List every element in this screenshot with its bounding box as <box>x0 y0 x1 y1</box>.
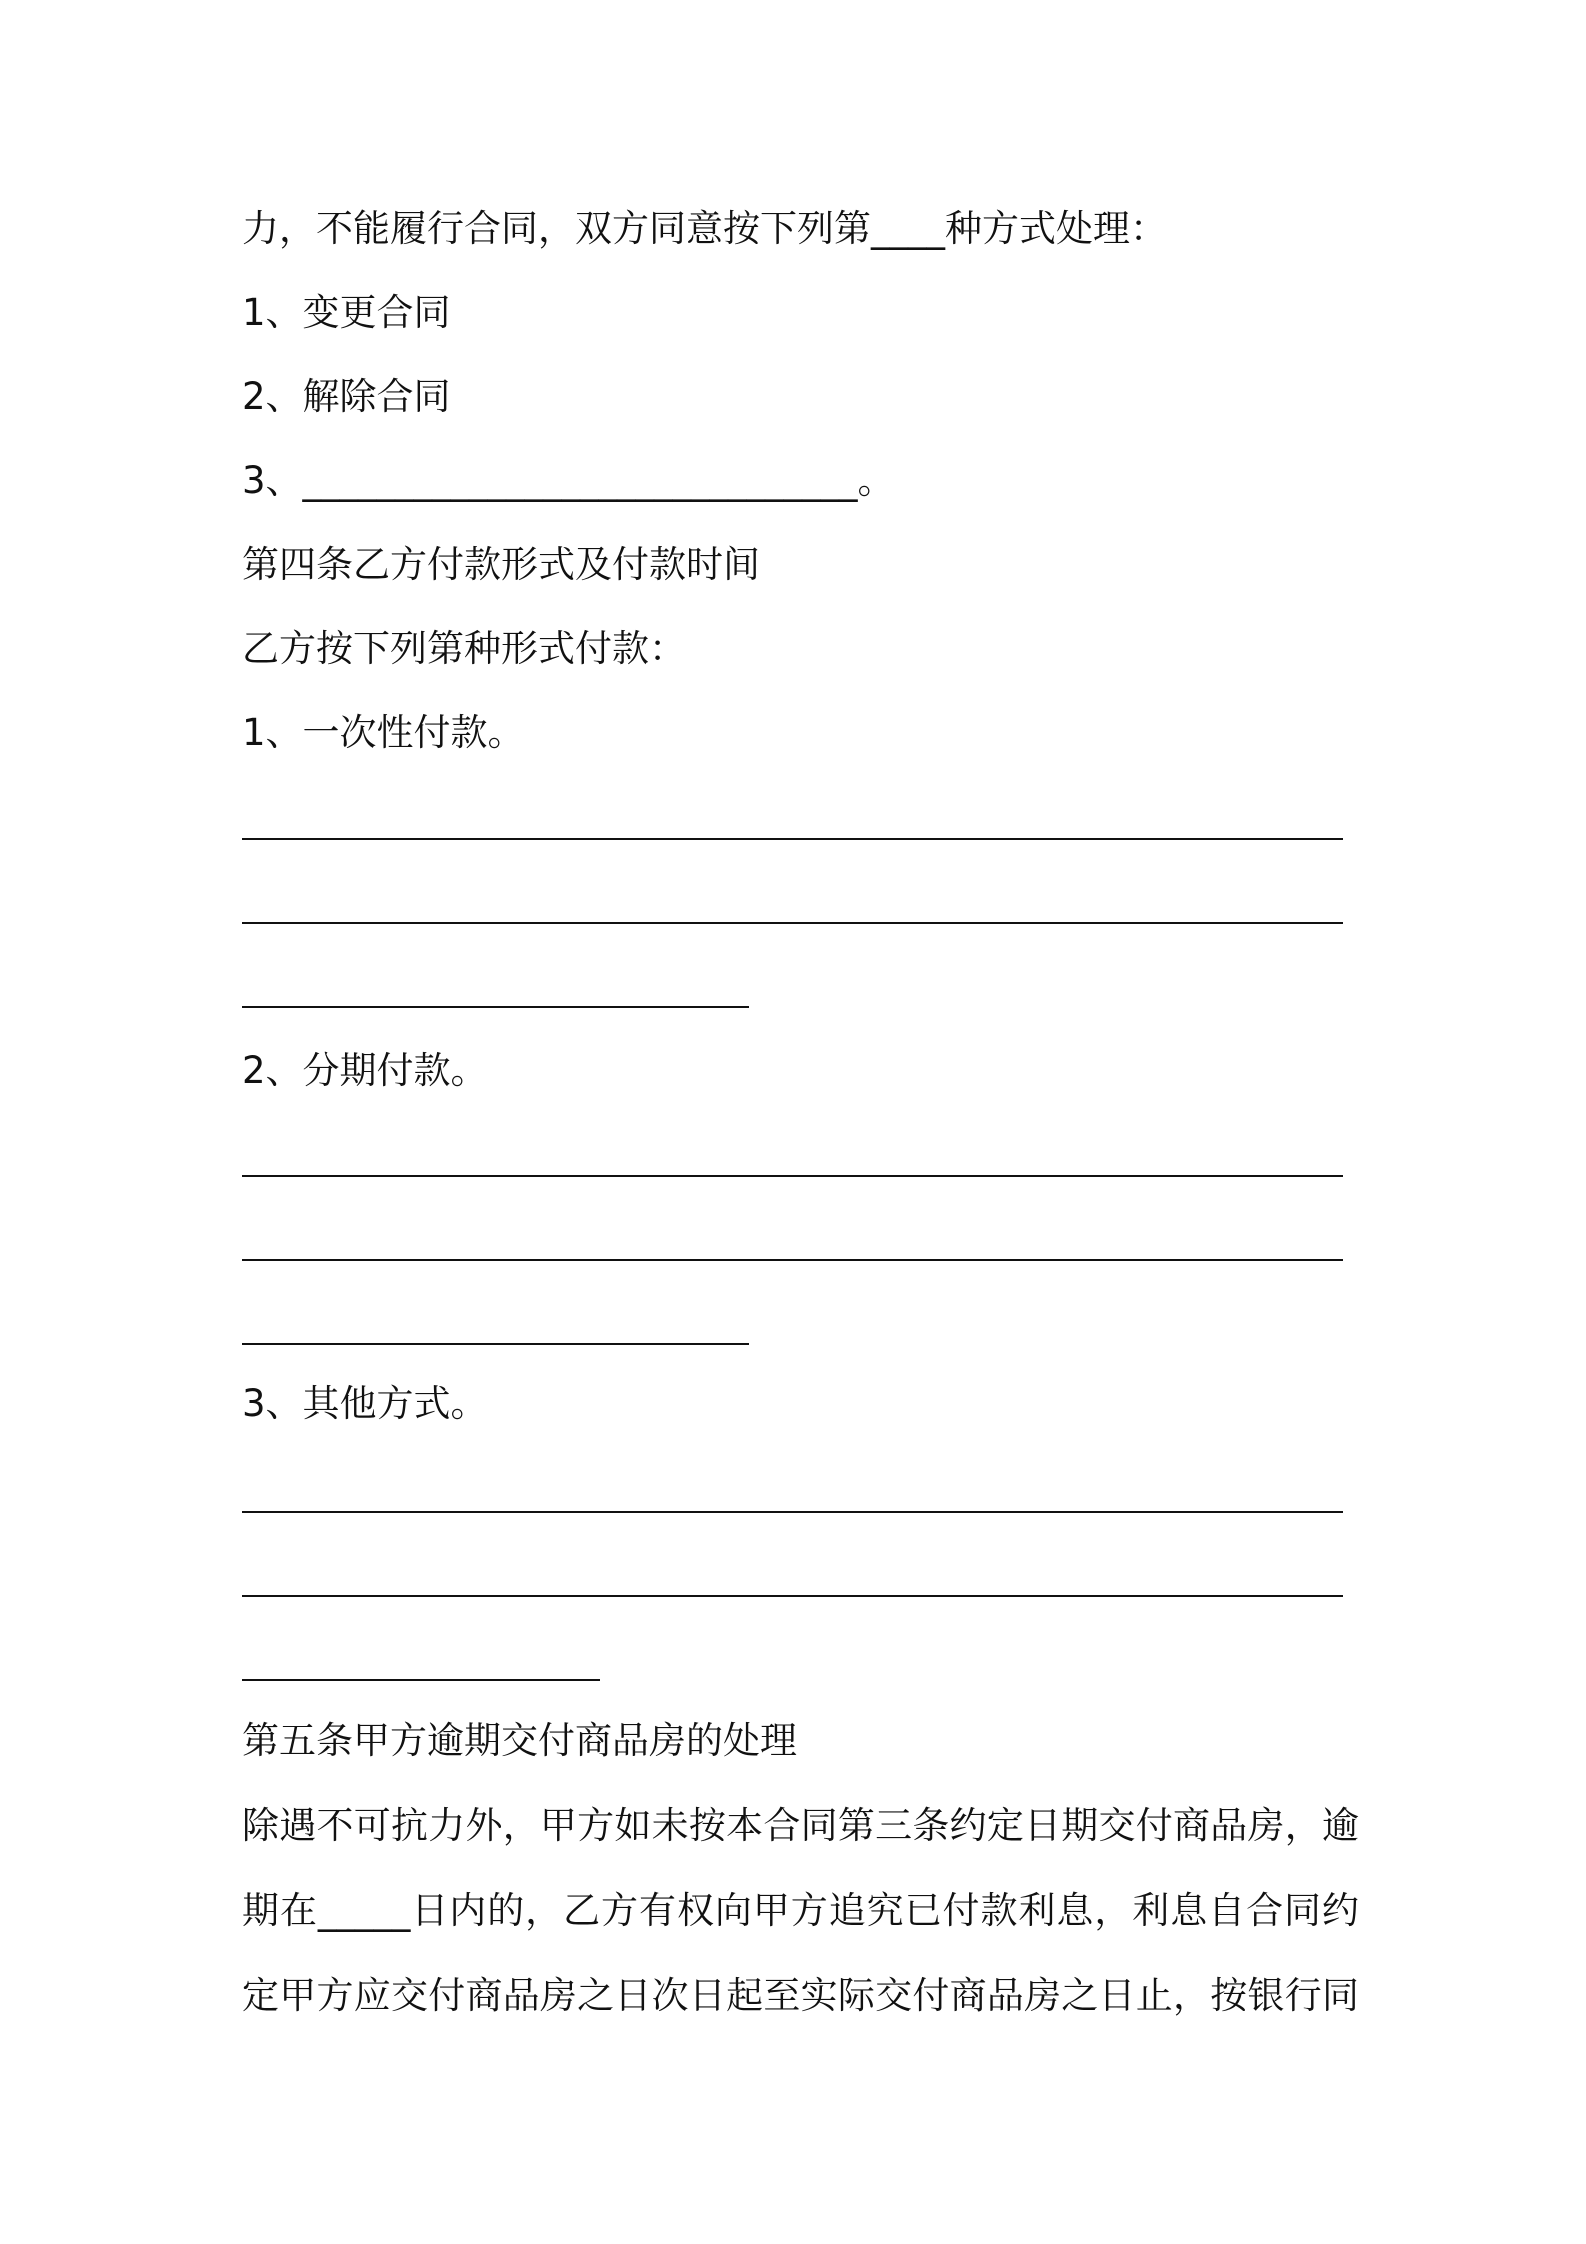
paragraph-line: 定甲方应交付商品房之日次日起至实际交付商品房之日止，按银行同 <box>242 1974 1359 2017</box>
paragraph-line: 期在_____日内的，乙方有权向甲方追究已付款利息，利息自合同约 <box>242 1889 1359 1932</box>
article-five-heading: 第五条甲方逾期交付商品房的处理 <box>242 1719 797 1762</box>
payment-installments: 2、分期付款。 <box>242 1049 488 1092</box>
article-four-heading: 第四条乙方付款形式及付款时间 <box>242 543 760 586</box>
text-line-force-majeure: 力，不能履行合同，双方同意按下列第____种方式处理： <box>242 207 1167 250</box>
payment-lump-sum: 1、一次性付款。 <box>242 711 525 754</box>
blank-line <box>242 1259 1343 1261</box>
paragraph-line: 除遇不可抗力外，甲方如未按本合同第三条约定日期交付商品房，逾 <box>242 1804 1359 1847</box>
blank-line <box>242 1006 749 1008</box>
blank-line <box>242 1175 1343 1177</box>
blank-line <box>242 1343 749 1345</box>
payment-intro: 乙方按下列第种形式付款： <box>242 627 686 670</box>
payment-other: 3、其他方式。 <box>242 1382 488 1425</box>
blank-line <box>242 1595 1343 1597</box>
blank-line <box>242 1511 1343 1513</box>
option-change-contract: 1、变更合同 <box>242 291 451 334</box>
blank-line <box>242 838 1343 840</box>
option-terminate-contract: 2、解除合同 <box>242 375 451 418</box>
blank-line <box>242 922 1343 924</box>
option-other-blank: 3、______________________________。 <box>242 459 895 502</box>
blank-line <box>242 1679 600 1681</box>
